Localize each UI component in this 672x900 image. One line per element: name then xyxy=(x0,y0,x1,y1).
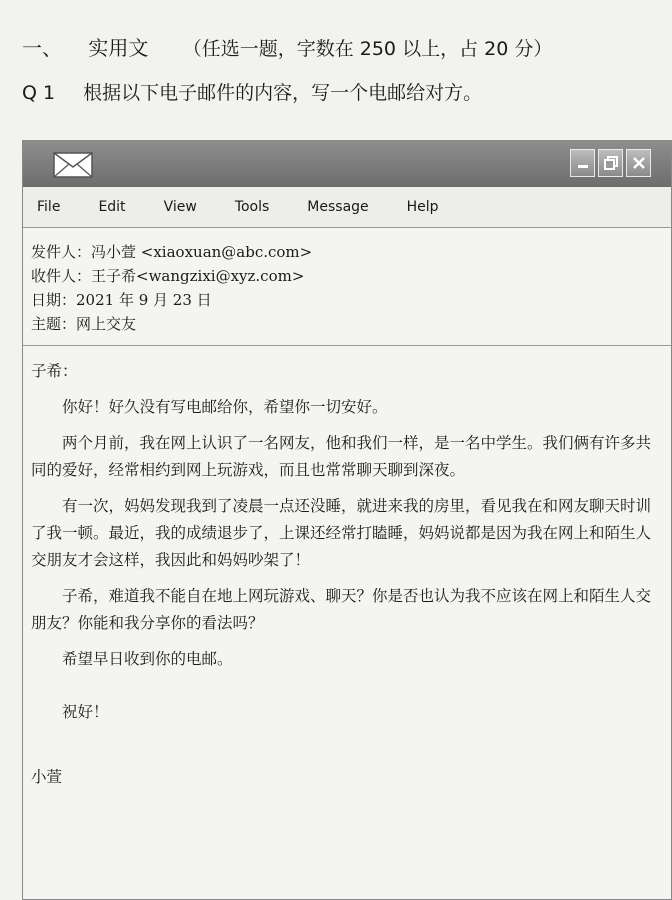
subject-field: 主题：网上交友 xyxy=(31,315,137,333)
menu-help[interactable]: Help xyxy=(406,199,439,215)
menu-tools[interactable]: Tools xyxy=(234,199,270,215)
email-body xyxy=(23,346,671,791)
menu-edit[interactable]: Edit xyxy=(98,199,126,215)
menu-message[interactable]: Message xyxy=(307,199,369,215)
envelope-icon xyxy=(53,152,93,178)
menu-bar xyxy=(23,187,671,228)
section-note: （任选一题，字数在 250 以上，占 20 分） xyxy=(182,38,553,60)
signature: 小萱 xyxy=(31,768,63,786)
question-text: 根据以下电子邮件的内容，写一个电邮给对方。 xyxy=(83,82,483,104)
paragraph-4: 子希，难道我不能自在地上网玩游戏、聊天？你是否也认为我不应该在网上和陌生人交朋友？你能和我分享你的看法吗？ xyxy=(31,587,652,632)
paragraph-5: 希望早日收到你的电邮。 xyxy=(62,650,233,668)
minimize-icon[interactable] xyxy=(570,149,595,177)
email-headers xyxy=(23,228,671,346)
to-field: 收件人：王子希<wangzixi@xyz.com> xyxy=(31,267,305,285)
closing: 祝好！ xyxy=(62,703,109,721)
close-icon[interactable] xyxy=(626,149,651,177)
menu-view[interactable]: View xyxy=(163,199,197,215)
paragraph-1: 你好！好久没有写电邮给你，希望你一切安好。 xyxy=(62,398,388,416)
section-heading xyxy=(22,32,552,61)
title-bar xyxy=(23,141,671,187)
paragraph-2: 两个月前，我在网上认识了一名网友，他和我们一样，是一名中学生。我们俩有许多共同的爱好，经常相约到网上玩游戏，而且也常常聊天聊到深夜。 xyxy=(31,434,652,479)
menu-file[interactable]: File xyxy=(37,199,61,215)
paragraph-3: 有一次，妈妈发现我到了凌晨一点还没睡，就进来我的房里，看见我在和网友聊天时训了我一顿。最近，我的成绩退步了，上课还经常打瞌睡，妈妈说都是因为我在网上和陌生人交朋友才会这样，我因此和妈妈吵架了！ xyxy=(31,497,652,569)
salutation: 子希： xyxy=(31,362,78,380)
section-title: 实用文 xyxy=(88,36,149,60)
from-field: 发件人：冯小萱 <xiaoxuan@abc.com> xyxy=(31,243,313,261)
email-window xyxy=(22,140,672,900)
maximize-icon[interactable] xyxy=(598,149,623,177)
question xyxy=(22,78,482,105)
section-number: 一、 xyxy=(22,36,62,60)
date-field: 日期：2021 年 9 月 23 日 xyxy=(31,291,212,309)
question-label: Q 1 xyxy=(22,82,56,104)
